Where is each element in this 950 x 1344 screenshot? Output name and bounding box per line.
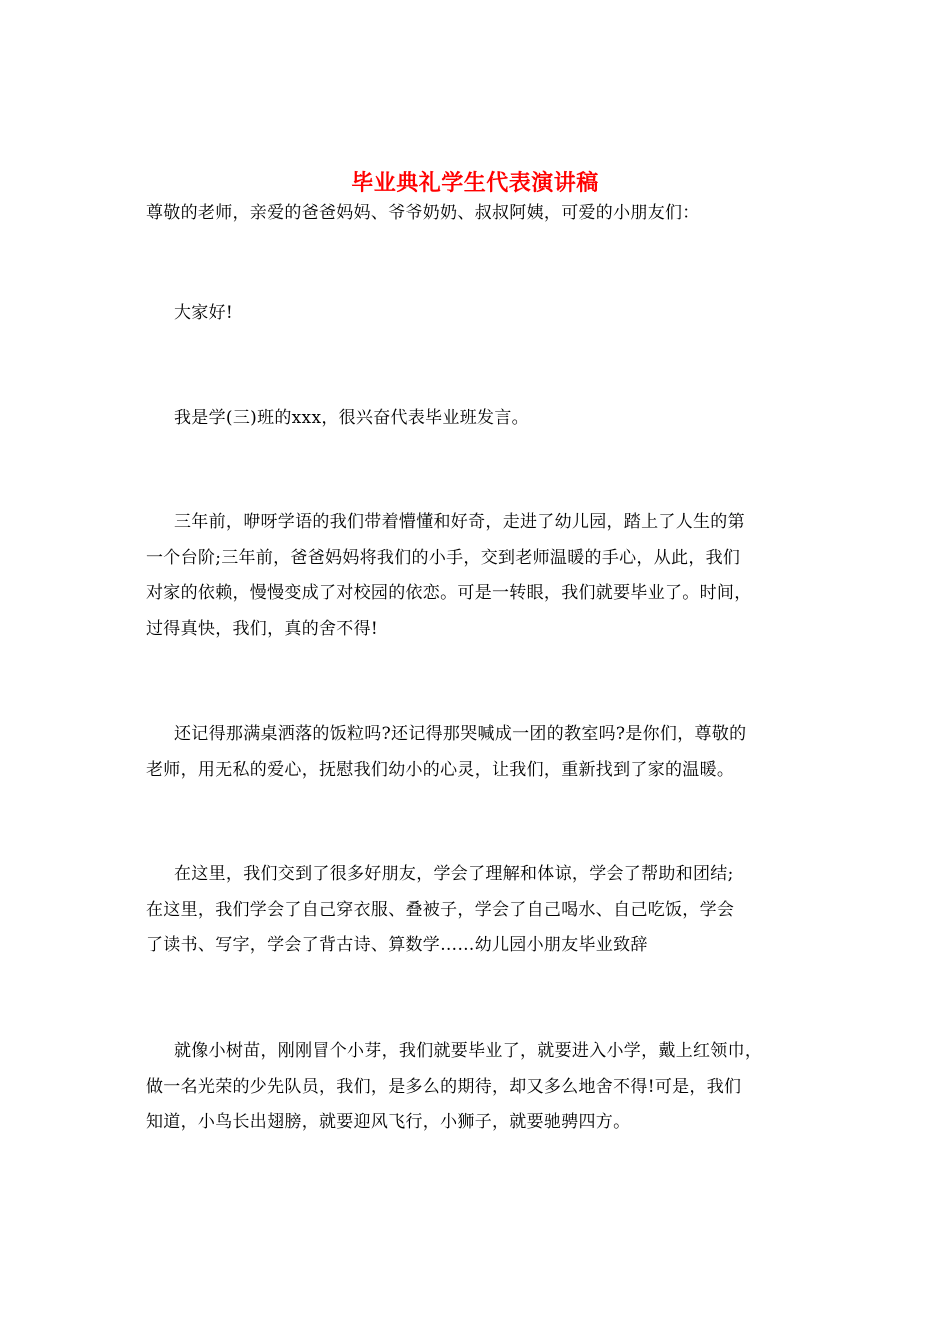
paragraph-line: 了读书、写字，学会了背古诗、算数学……幼儿园小朋友毕业致辞: [146, 935, 648, 955]
paragraph-introduction: [146, 401, 814, 437]
paragraph-line: 做一名光荣的少先队员，我们，是多么的期待，却又多么地舍不得!可是，我们: [146, 1076, 742, 1097]
paragraph-line: 一个台阶;三年前，爸爸妈妈将我们的小手，交到老师温暖的手心，从此，我们: [146, 547, 741, 568]
paragraph-line: 过得真快，我们，真的舍不得!: [146, 618, 379, 639]
paragraph-line: 还记得那满桌洒落的饭粒吗?还记得那哭喊成一团的教室吗?是你们，尊敬的: [174, 724, 747, 744]
salutation: [146, 196, 814, 232]
paragraph-greeting: [146, 296, 814, 332]
paragraph-three-years-ago: [146, 505, 814, 647]
document-title: 毕业典礼学生代表演讲稿: [351, 169, 599, 196]
paragraph-line: 我是学(三)班的xxx，很兴奋代表毕业班发言。: [174, 408, 529, 428]
paragraph-line: 大家好!: [174, 303, 234, 323]
paragraph-line: 老师，用无私的爱心，抚慰我们幼小的心灵，让我们，重新找到了家的温暖。: [146, 759, 735, 780]
paragraph-here: [146, 857, 814, 964]
paragraph-saplings: [146, 1034, 814, 1141]
paragraph-line: 三年前，咿呀学语的我们带着懵懂和好奇，走进了幼儿园，踏上了人生的第: [174, 512, 745, 532]
paragraph-remember: [146, 717, 814, 788]
paragraph-line: 在这里，我们交到了很多好朋友，学会了理解和体谅，学会了帮助和团结;: [174, 864, 734, 884]
salutation-line: 尊敬的老师，亲爱的爸爸妈妈、爷爷奶奶、叔叔阿姨，可爱的小朋友们：: [146, 203, 700, 223]
paragraph-line: 知道，小鸟长出翅膀，就要迎风飞行，小狮子，就要驰骋四方。: [146, 1112, 631, 1132]
paragraph-line: 在这里，我们学会了自己穿衣服、叠被子，学会了自己喝水、自己吃饭，学会: [146, 899, 735, 920]
paragraph-line: 就像小树苗，刚刚冒个小芽，我们就要毕业了，就要进入小学，戴上红领巾，: [174, 1041, 763, 1061]
paragraph-line: 对家的依赖，慢慢变成了对校园的依恋。可是一转眼，我们就要毕业了。时间，: [146, 583, 752, 603]
